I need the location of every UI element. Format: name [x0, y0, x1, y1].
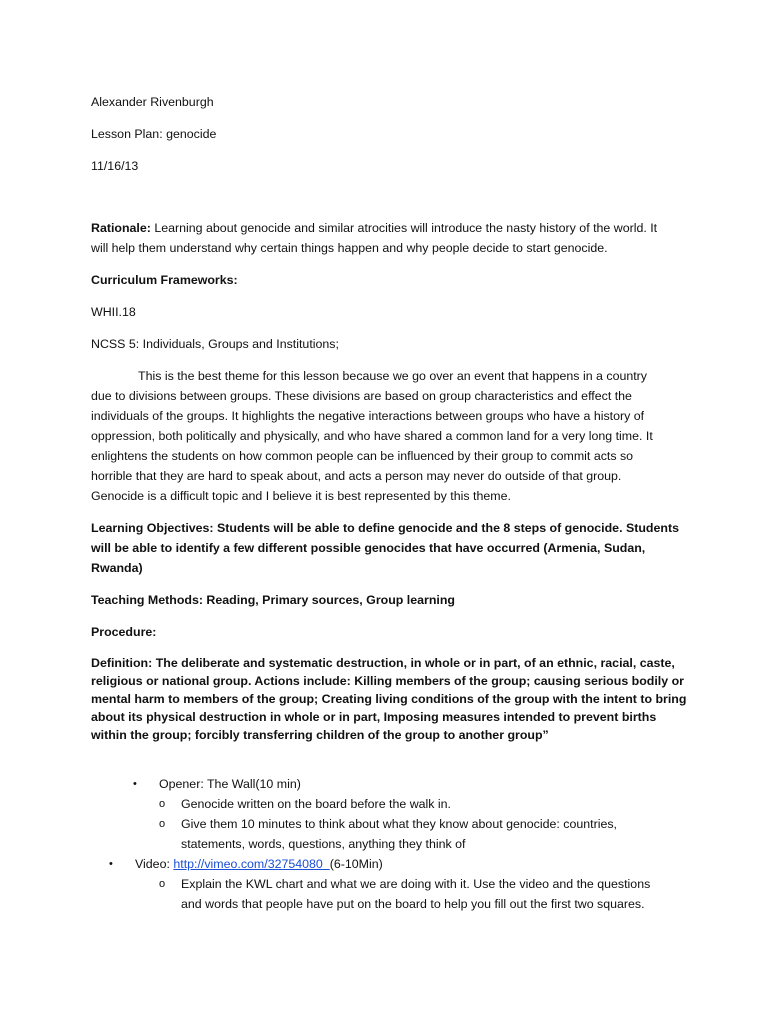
ncss-standard: NCSS 5: Individuals, Groups and Institutions;: [91, 337, 339, 351]
sub-bullet-icon: o: [159, 798, 166, 810]
procedure-list: [91, 774, 681, 914]
teaching-methods: Teaching Methods: Reading, Primary sources, Group learning: [91, 593, 455, 607]
definition-line-3: mental harm to members of the group; Creating living conditions of the group with the intent to bring: [91, 692, 687, 706]
opener-sub-2-line-1: Give them 10 minutes to think about what they know about genocide: countries,: [181, 817, 617, 831]
opener-sub-2-line-2: statements, words, questions, anything they think of: [181, 837, 466, 851]
theme-line-5: enlightens the students on how common people can be influenced by their group to commit acts so: [91, 449, 634, 463]
opener-sub-1: Genocide written on the board before the walk in.: [181, 797, 452, 811]
lesson-plan-title: Lesson Plan: genocide: [91, 127, 217, 141]
list-subitem: [91, 814, 681, 834]
objectives-line-1: Learning Objectives: Students will be able to define genocide and the 8 steps of genocide. Students: [91, 521, 679, 535]
definition-line-2: religious or national group. Actions include: Killing members of the group; causing serious bodily or: [91, 674, 684, 688]
definition-line-1: Definition: The deliberate and systematic destruction, in whole or in part, of an ethnic, racial, caste,: [91, 656, 675, 670]
definition-line-5: within the group; forcibly transferring children of the group to another group”: [91, 728, 549, 742]
list-subitem: [91, 794, 681, 814]
rationale-section: [91, 218, 681, 258]
video-link[interactable]: http://vimeo.com/32754080: [173, 857, 323, 871]
list-subitem-continued: [91, 894, 681, 914]
video-sub-1-line-1: Explain the KWL chart and what we are doing with it. Use the video and the questions: [181, 877, 651, 891]
bullet-icon: •: [109, 858, 113, 870]
curriculum-heading: Curriculum Frameworks:: [91, 273, 238, 287]
theme-line-2: due to divisions between groups. These divisions are based on group characteristics and effect the: [91, 389, 632, 403]
rationale-label: Rationale:: [91, 221, 151, 235]
list-subitem: [91, 874, 681, 894]
learning-objectives: [91, 518, 681, 578]
document-body: [91, 92, 687, 914]
sub-bullet-icon: o: [159, 818, 166, 830]
curriculum-code: WHII.18: [91, 305, 136, 319]
theme-line-3: individuals of the groups. It highlights the negative interactions between groups who have a history of: [91, 409, 645, 423]
video-sub-1-line-2: and words that people have put on the board to help you fill out the first two squares.: [181, 897, 645, 911]
procedure-heading: Procedure:: [91, 625, 157, 639]
definition-block: [91, 654, 687, 744]
theme-line-7: Genocide is a difficult topic and I believe it is best represented by this theme.: [91, 489, 511, 503]
author-name: Alexander Rivenburgh: [91, 95, 214, 109]
bullet-icon: •: [133, 778, 137, 790]
sub-bullet-icon: o: [159, 878, 166, 890]
objectives-line-3: Rwanda): [91, 561, 143, 575]
objectives-line-2: will be able to identify a few different possible genocides that have occurred (Armenia, Sudan,: [91, 541, 646, 555]
theme-line-6: horrible that they are hard to speak about, and acts a person may never do outside of that group.: [91, 469, 622, 483]
video-label: Video:: [135, 857, 174, 871]
list-subitem-continued: [91, 834, 681, 854]
list-item-opener: [91, 774, 681, 794]
video-line: [135, 854, 383, 874]
document-date: 11/16/13: [91, 159, 139, 173]
list-item-video: [91, 854, 681, 874]
definition-line-4: about its physical destruction in whole or in part, Imposing measures intended to prevent births: [91, 710, 657, 724]
theme-line-4: oppression, both politically and physically, and who have shared a common land for a very long time. It: [91, 429, 653, 443]
opener-label: Opener: The Wall(10 min): [159, 777, 301, 791]
theme-line-1: This is the best theme for this lesson because we go over an event that happens in a country: [138, 369, 648, 383]
video-duration: (6-10Min): [329, 857, 383, 871]
theme-paragraph: [91, 366, 681, 506]
video-link-padding[interactable]: [323, 857, 330, 871]
rationale-line-2: will help them understand why certain things happen and why people decide to start genocide.: [91, 241, 608, 255]
rationale-line-1: [91, 218, 681, 238]
rationale-text-1: Learning about genocide and similar atrocities will introduce the nasty history of the world. It: [150, 221, 658, 235]
